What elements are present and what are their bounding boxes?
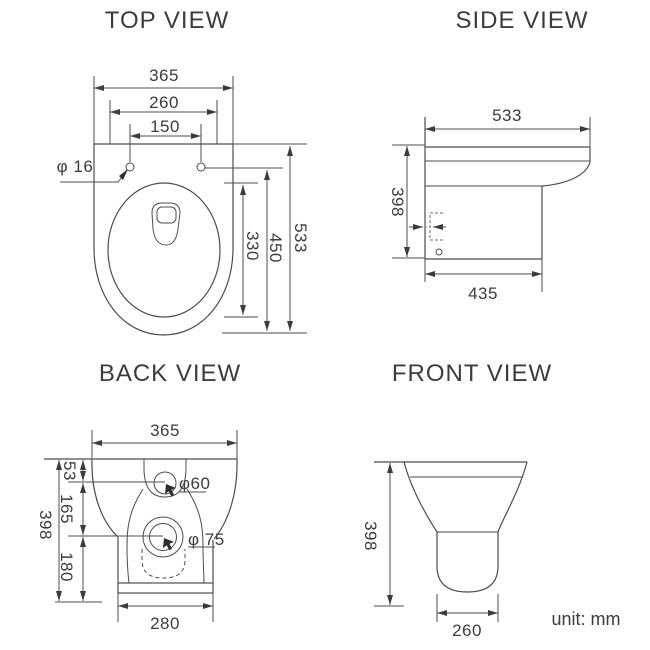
back-dim-width-label: 365 (150, 421, 180, 440)
back-view-outer-right-curve (214, 459, 237, 539)
side-view-fixing-hole (436, 249, 442, 255)
top-view-flush-inlet-inner (157, 207, 176, 223)
dim-bowl-length-label: 330 (243, 231, 263, 261)
front-dim-260-extensions (437, 594, 498, 622)
front-view-left-side-curve (404, 462, 437, 532)
front-view-pedestal-outline (437, 532, 498, 592)
back-view-base-plate (118, 583, 213, 593)
back-dim-height-label: 398 (36, 510, 56, 540)
top-view (57, 7, 310, 335)
front-view-title: FRONT VIEW (391, 360, 553, 387)
side-view-title: SIDE VIEW (455, 7, 589, 34)
side-dim-top-length-label: 533 (492, 106, 522, 125)
back-view-outlet-hole-inner (150, 524, 177, 551)
front-dim-base-width-label: 260 (452, 621, 482, 640)
dim-450-label: 450 (266, 233, 286, 263)
top-view-hinge-hole-right (197, 163, 205, 171)
dim-overall-width-label: 365 (149, 66, 179, 85)
back-view-outer-left-curve (92, 459, 118, 537)
back-view-title: BACK VIEW (98, 360, 242, 387)
dim-overall-length-label: 533 (291, 223, 311, 253)
top-view-title: TOP VIEW (104, 7, 230, 34)
back-dim-top-to-inlet-label: 53 (60, 461, 80, 481)
dim-hole-diameter-label: φ 16 (56, 157, 94, 176)
side-dim-base-length-label: 435 (468, 284, 498, 303)
outlet-pointer-arrow-icon (163, 538, 174, 550)
back-view-inlet-hole (154, 472, 176, 494)
side-view (388, 7, 590, 303)
back-dim-base-width-label: 280 (150, 614, 180, 633)
back-view-trapway-hidden-line (142, 549, 185, 578)
side-dim-height-label: 398 (388, 187, 408, 217)
back-view (36, 360, 241, 633)
front-view (361, 360, 552, 640)
dim-seat-width-label: 260 (149, 93, 179, 112)
back-dim-inlet-to-outlet-label: 165 (57, 494, 77, 524)
back-dim-inlet-diameter-label: φ60 (179, 474, 211, 493)
unit-note: unit: mm (551, 609, 621, 629)
back-dim-outlet-to-floor-label: 180 (57, 552, 77, 582)
front-dim-height-label: 398 (361, 521, 381, 551)
back-dim-outlet-diameter-label: φ 75 (188, 530, 225, 549)
front-view-right-side-curve (498, 462, 527, 532)
top-view-body-outline (94, 144, 233, 335)
dim-hole-spacing-label: 150 (150, 117, 180, 136)
side-view-front-curve (542, 147, 590, 186)
